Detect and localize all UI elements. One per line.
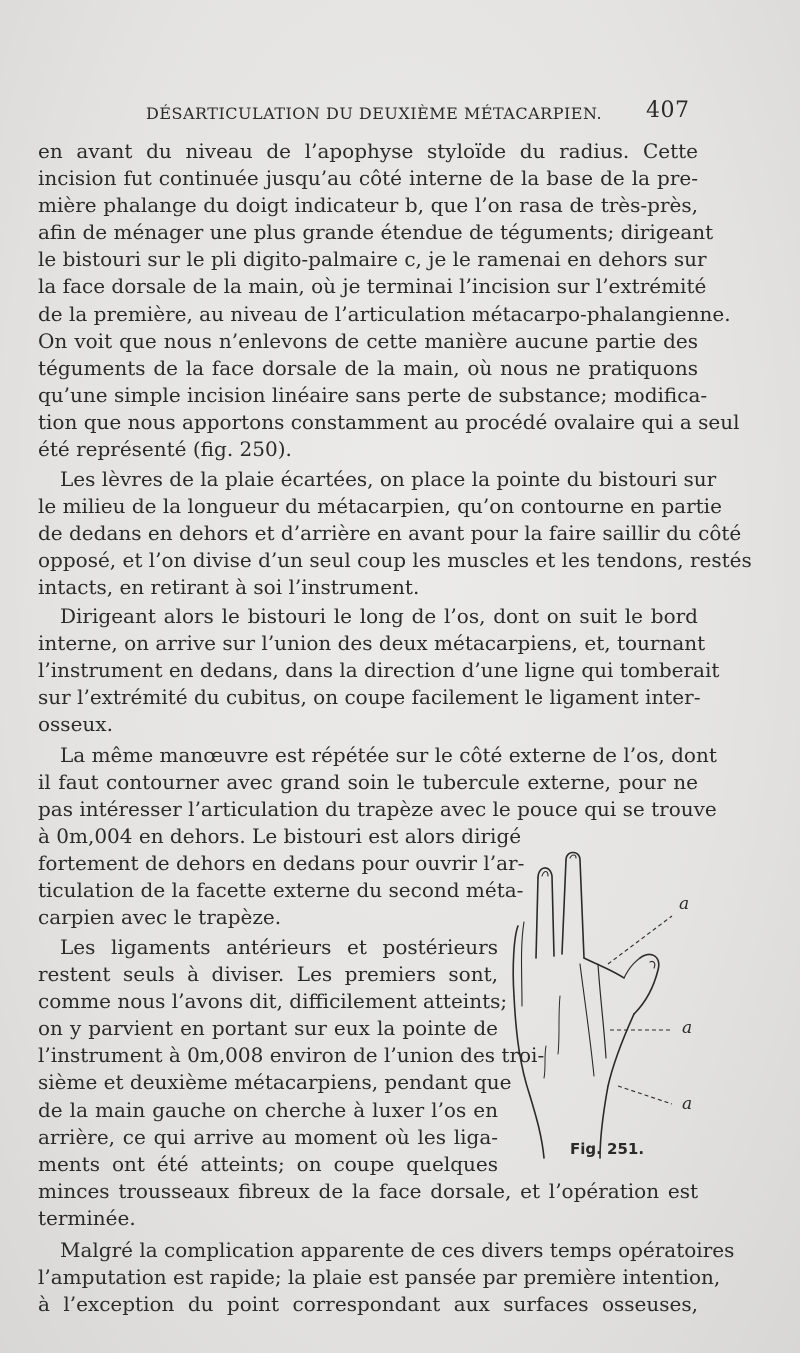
text-line: incision fut continuée jusqu’au côté interne de la base de la pre- [38, 166, 698, 191]
page-number: 407 [646, 98, 690, 123]
text-line: arrière, ce qui arrive au moment où les liga- [38, 1124, 498, 1149]
figure-label-a: a [682, 1018, 693, 1038]
text-line: restent seuls à diviser. Les premiers sont, [38, 962, 498, 987]
text-line: on y parvient en portant sur eux la pointe de [38, 1016, 498, 1041]
text-line: fortement de dehors en dedans pour ouvrir l’ar- [38, 851, 525, 876]
text-line: comme nous l’avons dit, difficilement atteints; [38, 989, 508, 1014]
text-line: sur l’extrémité du cubitus, on coupe facilement le ligament inter- [38, 685, 701, 710]
figure-caption: Fig. 251. [570, 1140, 645, 1158]
paragraph-5-continued [38, 1178, 698, 1232]
text-line: carpien avec le trapèze. [38, 905, 282, 930]
text-line: il faut contourner avec grand soin le tubercule externe, pour ne [38, 770, 698, 795]
paragraph-2 [38, 466, 752, 601]
text-line: Dirigeant alors le bistouri le long de l’os, dont on suit le bord [60, 604, 698, 628]
text-line: opposé, et l’on divise d’un seul coup les muscles et les tendons, restés [38, 548, 752, 573]
text-line: téguments de la face dorsale de la main, où nous ne pratiquons [38, 355, 698, 380]
text-line: à 0m,004 en dehors. Le bistouri est alors dirigé [38, 824, 522, 848]
text-line: terminée. [38, 1206, 136, 1231]
text-line: La même manœuvre est répétée sur le côté externe de l’os, dont [60, 743, 717, 767]
text-line: l’instrument à 0m,008 environ de l’union des troi- [38, 1043, 545, 1068]
text-line: de la première, au niveau de l’articulation métacarpo-phalangienne. [38, 301, 731, 326]
running-title: DÉSARTICULATION DU DEUXIÈME MÉTACARPIEN. [146, 104, 603, 123]
text-line: pas intéresser l’articulation du trapèze avec le pouce qui se trouve [38, 797, 717, 822]
text-line: de la main gauche on cherche à luxer l’os en [38, 1097, 498, 1122]
text-line: le milieu de la longueur du métacarpien, qu’on contourne en partie [38, 494, 722, 519]
text-line: l’amputation est rapide; la plaie est pansée par première intention, [38, 1265, 721, 1290]
text-line: en avant du niveau de l’apophyse styloïde du radius. Cette [38, 139, 698, 163]
text-line: interne, on arrive sur l’union des deux métacarpiens, et, tournant [38, 631, 706, 656]
text-line: Les ligaments antérieurs et postérieurs [60, 935, 498, 959]
figure-label-a: a [679, 894, 690, 914]
text-line: à l’exception du point correspondant aux surfaces osseuses, [38, 1292, 698, 1317]
text-line: osseux. [38, 712, 113, 737]
text-line: ticulation de la facette externe du second méta- [38, 878, 524, 903]
text-line: tion que nous apportons constamment au procédé ovalaire qui a seul [38, 409, 740, 434]
paragraph-4 [38, 742, 717, 823]
text-line: On voit que nous n’enlevons de cette manière aucune partie des [38, 328, 698, 353]
text-line: Malgré la complication apparente de ces divers temps opératoires [60, 1238, 735, 1262]
running-head [38, 98, 700, 128]
text-line: sième et deuxième métacarpiens, pendant que [38, 1070, 512, 1095]
text-line: le bistouri sur le pli digito-palmaire c, je le ramenai en dehors sur [38, 247, 707, 272]
text-line: été représenté (fig. 250). [38, 437, 292, 462]
text-line: mière phalange du doigt indicateur b, que l’on rasa de très-près, [38, 193, 698, 218]
text-line: intacts, en retirant à soi l’instrument. [38, 575, 420, 600]
figure-label-a: a [682, 1094, 693, 1114]
paragraph-4-continued [38, 823, 525, 931]
text-line: de dedans en dehors et d’arrière en avant pour la faire saillir du côté [38, 521, 742, 546]
text-line: la face dorsale de la main, où je terminai l’incision sur l’extrémité [38, 274, 707, 299]
paragraph-1 [38, 138, 740, 463]
text-line: Les lèvres de la plaie écartées, on place la pointe du bistouri sur [60, 467, 717, 491]
text-line: qu’une simple incision linéaire sans perte de substance; modifica- [38, 382, 708, 407]
text-line: minces trousseaux fibreux de la face dorsale, et l’opération est [38, 1179, 698, 1203]
paragraph-5 [38, 934, 545, 1178]
text-line: ments ont été atteints; on coupe quelques [38, 1151, 498, 1176]
paragraph-6 [38, 1237, 735, 1318]
paragraph-3 [38, 603, 720, 738]
text-line: afin de ménager une plus grande étendue de téguments; dirigeant [38, 220, 714, 245]
text-line: l’instrument en dedans, dans la direction d’une ligne qui tomberait [38, 658, 720, 683]
